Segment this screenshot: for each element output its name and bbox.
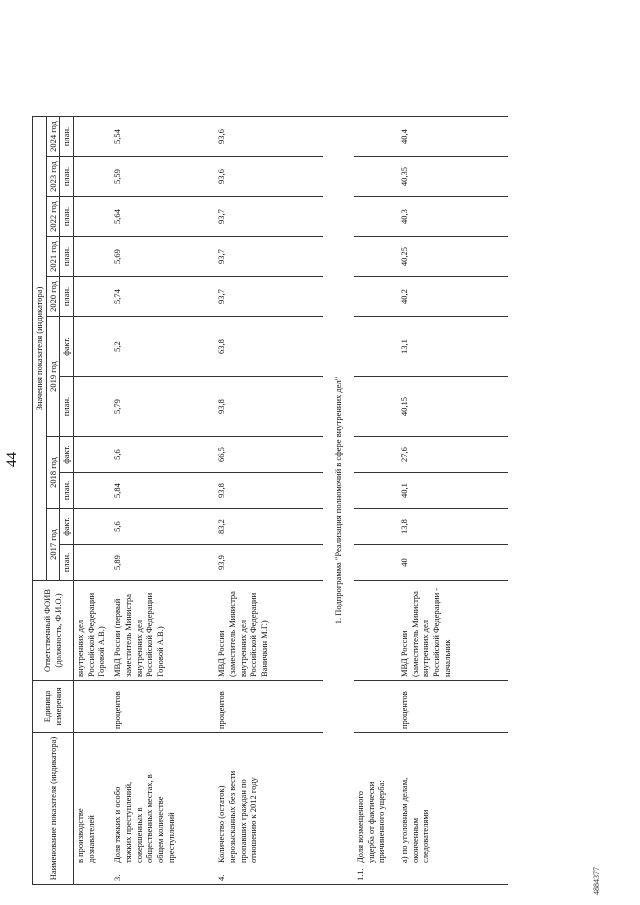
value-cell xyxy=(73,197,111,237)
value-cell: 93,6 xyxy=(215,157,323,197)
indicator-name-cell xyxy=(73,733,111,885)
indicator-name: а) по уголовным делам, оконченным следователями xyxy=(399,777,431,863)
responsible-cell: внутренних дел Российской Федерации Горовой А.В.) xyxy=(73,581,111,681)
row-number: 3. xyxy=(112,874,123,881)
document-code: 4884377 xyxy=(592,867,601,895)
value-cell xyxy=(73,509,111,545)
value-cell xyxy=(354,237,398,277)
unit-cell: процентов xyxy=(215,681,323,733)
year-2024: 2024 год xyxy=(46,117,60,157)
plan-label: план. xyxy=(60,197,74,237)
indicator-name: в производстве дознавателей xyxy=(74,808,96,863)
unit-cell xyxy=(73,681,111,733)
value-cell xyxy=(354,317,398,377)
indicator-name-cell xyxy=(215,733,323,885)
row-number: 4. xyxy=(216,874,227,881)
value-cell: 5,79 xyxy=(111,377,215,437)
value-cell: 5,74 xyxy=(111,277,215,317)
indicator-name-cell xyxy=(398,733,508,885)
year-2022: 2022 год xyxy=(46,197,60,237)
indicator-name: Доля возмещенного ущерба от фактически причиненного ущерба: xyxy=(355,780,387,863)
fact-label: факт. xyxy=(60,437,74,473)
value-cell: 13,1 xyxy=(398,317,508,377)
unit-cell: процентов xyxy=(111,681,215,733)
table-row xyxy=(398,117,508,885)
value-cell xyxy=(354,545,398,581)
value-cell: 5,54 xyxy=(111,117,215,157)
year-2023: 2023 год xyxy=(46,157,60,197)
value-cell xyxy=(73,473,111,509)
year-2019: 2019 год xyxy=(46,317,60,437)
page-number: 44 xyxy=(4,452,20,467)
header-unit: Единица измерения xyxy=(33,681,74,733)
value-cell xyxy=(354,277,398,317)
value-cell: 40 xyxy=(398,545,508,581)
value-cell: 5,89 xyxy=(111,545,215,581)
responsible-cell: МВД России (заместитель Министра внутренних дел Российской Федерации Ваничкин М.Г.) xyxy=(215,581,323,681)
header-responsible: Ответственный ФОИВ (должность, Ф.И.О.) xyxy=(33,581,74,681)
plan-label: план. xyxy=(60,377,74,437)
value-cell xyxy=(73,117,111,157)
value-cell: 27,6 xyxy=(398,437,508,473)
value-cell xyxy=(73,437,111,473)
value-cell: 5,2 xyxy=(111,317,215,377)
indicator-name-cell xyxy=(111,733,215,885)
fact-label: факт. xyxy=(60,317,74,377)
value-cell xyxy=(73,277,111,317)
section-row xyxy=(323,117,354,885)
value-cell xyxy=(73,237,111,277)
value-cell: 40,25 xyxy=(398,237,508,277)
value-cell: 5,59 xyxy=(111,157,215,197)
value-cell xyxy=(354,473,398,509)
value-cell: 93,7 xyxy=(215,237,323,277)
indicators-table xyxy=(32,116,508,885)
value-cell xyxy=(73,545,111,581)
value-cell xyxy=(73,157,111,197)
indicator-name-cell xyxy=(354,733,398,885)
value-cell: 13,8 xyxy=(398,509,508,545)
value-cell: 5,84 xyxy=(111,473,215,509)
plan-label: план. xyxy=(60,117,74,157)
value-cell: 40,35 xyxy=(398,157,508,197)
value-cell: 40,4 xyxy=(398,117,508,157)
row-number: 1.1. xyxy=(355,868,365,881)
value-cell: 40,15 xyxy=(398,377,508,437)
value-cell: 93,8 xyxy=(215,377,323,437)
year-2017: 2017 год xyxy=(46,509,60,581)
value-cell xyxy=(354,197,398,237)
plan-label: план. xyxy=(60,545,74,581)
indicator-name: Доля тяжких и особо тяжких преступлений, совершенных в общественных местах, в общем количестве преступлений xyxy=(112,774,176,863)
responsible-cell xyxy=(354,581,398,681)
value-cell: 93,9 xyxy=(215,545,323,581)
table-row xyxy=(354,117,398,885)
value-cell: 5,6 xyxy=(111,509,215,545)
plan-label: план. xyxy=(60,473,74,509)
value-cell: 93,7 xyxy=(215,277,323,317)
plan-label: план. xyxy=(60,237,74,277)
fact-label: факт. xyxy=(60,509,74,545)
value-cell: 5,69 xyxy=(111,237,215,277)
value-cell: 66,5 xyxy=(215,437,323,473)
value-cell: 40,2 xyxy=(398,277,508,317)
value-cell: 93,8 xyxy=(215,473,323,509)
plan-label: план. xyxy=(60,277,74,317)
value-cell xyxy=(73,317,111,377)
table-row xyxy=(111,117,215,885)
value-cell xyxy=(354,377,398,437)
year-2020: 2020 год xyxy=(46,277,60,317)
responsible-cell: МВД России (первый заместитель Министра внутренних дел Российской Федерации Горовой А.В.) xyxy=(111,581,215,681)
year-2021: 2021 год xyxy=(46,237,60,277)
value-cell: 83,2 xyxy=(215,509,323,545)
indicator-name: Количество (остаток) нерозысканных без вести пропавших граждан по отношению к 2012 году xyxy=(216,770,259,863)
value-cell xyxy=(354,117,398,157)
table-row xyxy=(215,117,323,885)
value-cell: 63,8 xyxy=(215,317,323,377)
value-cell xyxy=(354,437,398,473)
unit-cell: процентов xyxy=(398,681,508,733)
unit-cell xyxy=(354,681,398,733)
year-2018: 2018 год xyxy=(46,437,60,509)
header-values: Значения показателя (индикатора) xyxy=(33,117,47,581)
value-cell xyxy=(73,377,111,437)
header-name: Наименование показателя (индикатора) xyxy=(33,733,74,885)
value-cell xyxy=(354,509,398,545)
table-row xyxy=(73,117,111,885)
section-title: 1. Подпрограмма "Реализация полномочий в сфере внутренних дел" xyxy=(323,117,354,885)
header-row-1 xyxy=(33,117,47,885)
value-cell: 5,64 xyxy=(111,197,215,237)
value-cell: 40,3 xyxy=(398,197,508,237)
responsible-cell: МВД России (заместитель Министра внутренних дел Российской Федерации - начальник xyxy=(398,581,508,681)
value-cell xyxy=(354,157,398,197)
plan-label: план. xyxy=(60,157,74,197)
value-cell: 5,6 xyxy=(111,437,215,473)
value-cell: 40,1 xyxy=(398,473,508,509)
value-cell: 93,7 xyxy=(215,197,323,237)
value-cell: 93,6 xyxy=(215,117,323,157)
